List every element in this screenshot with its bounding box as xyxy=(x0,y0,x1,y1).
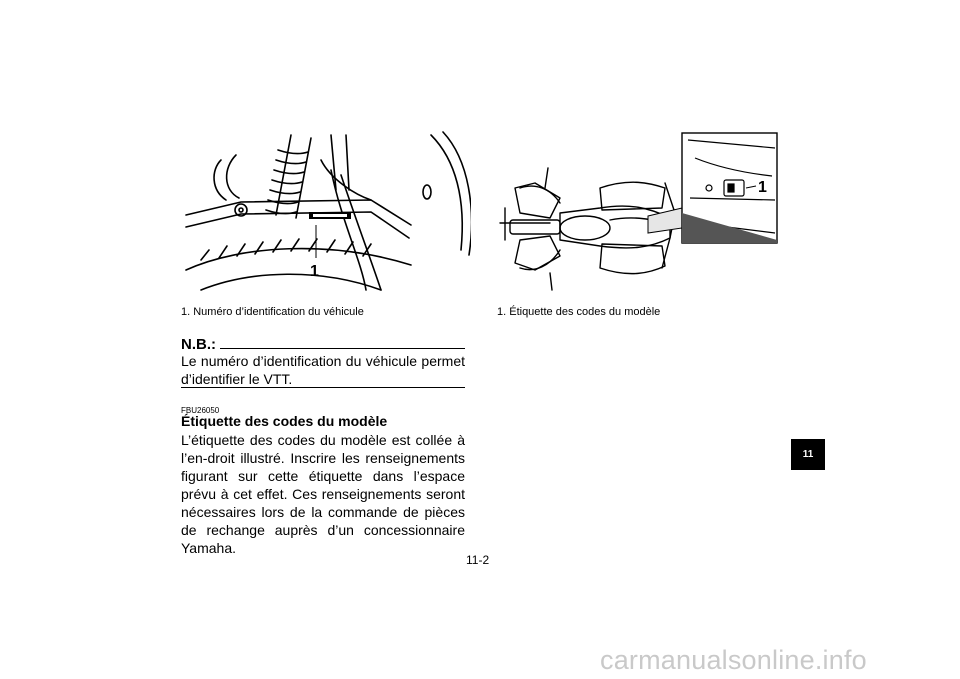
left-figure-caption: 1. Numéro d’identification du véhicule xyxy=(181,306,364,318)
section-code: FBU26050 xyxy=(181,406,220,415)
left-callout-number: 1 xyxy=(310,263,319,280)
chapter-tab: 11 xyxy=(791,439,825,470)
model-label-location-illustration xyxy=(490,128,790,296)
note-top-rule xyxy=(220,348,465,349)
note-text: Le numéro d’identification du véhicule permet d’identifier le VTT. xyxy=(181,353,465,387)
right-figure-caption: 1. Étiquette des codes du modèle xyxy=(497,306,661,318)
right-callout-number: 1 xyxy=(758,179,767,196)
page-number: 11-2 xyxy=(466,553,490,567)
section-title: Étiquette des codes du modèle xyxy=(181,413,388,429)
section-body: L’étiquette des codes du modèle est collée à l’en-droit illustré. Inscrire les renseignements figurant sur cette étiquette dans l’espace prévu à cet effet. Ces renseignements seront nécessaires lors de la commande de pièces de rechange auprès d’un concessionnaire Yamaha. xyxy=(181,432,465,556)
watermark: carmanualsonline.info xyxy=(600,645,867,675)
note-label: N.B.: xyxy=(181,336,216,353)
note-bottom-rule xyxy=(181,387,465,388)
note-header xyxy=(181,336,465,352)
vin-location-illustration xyxy=(181,130,471,295)
